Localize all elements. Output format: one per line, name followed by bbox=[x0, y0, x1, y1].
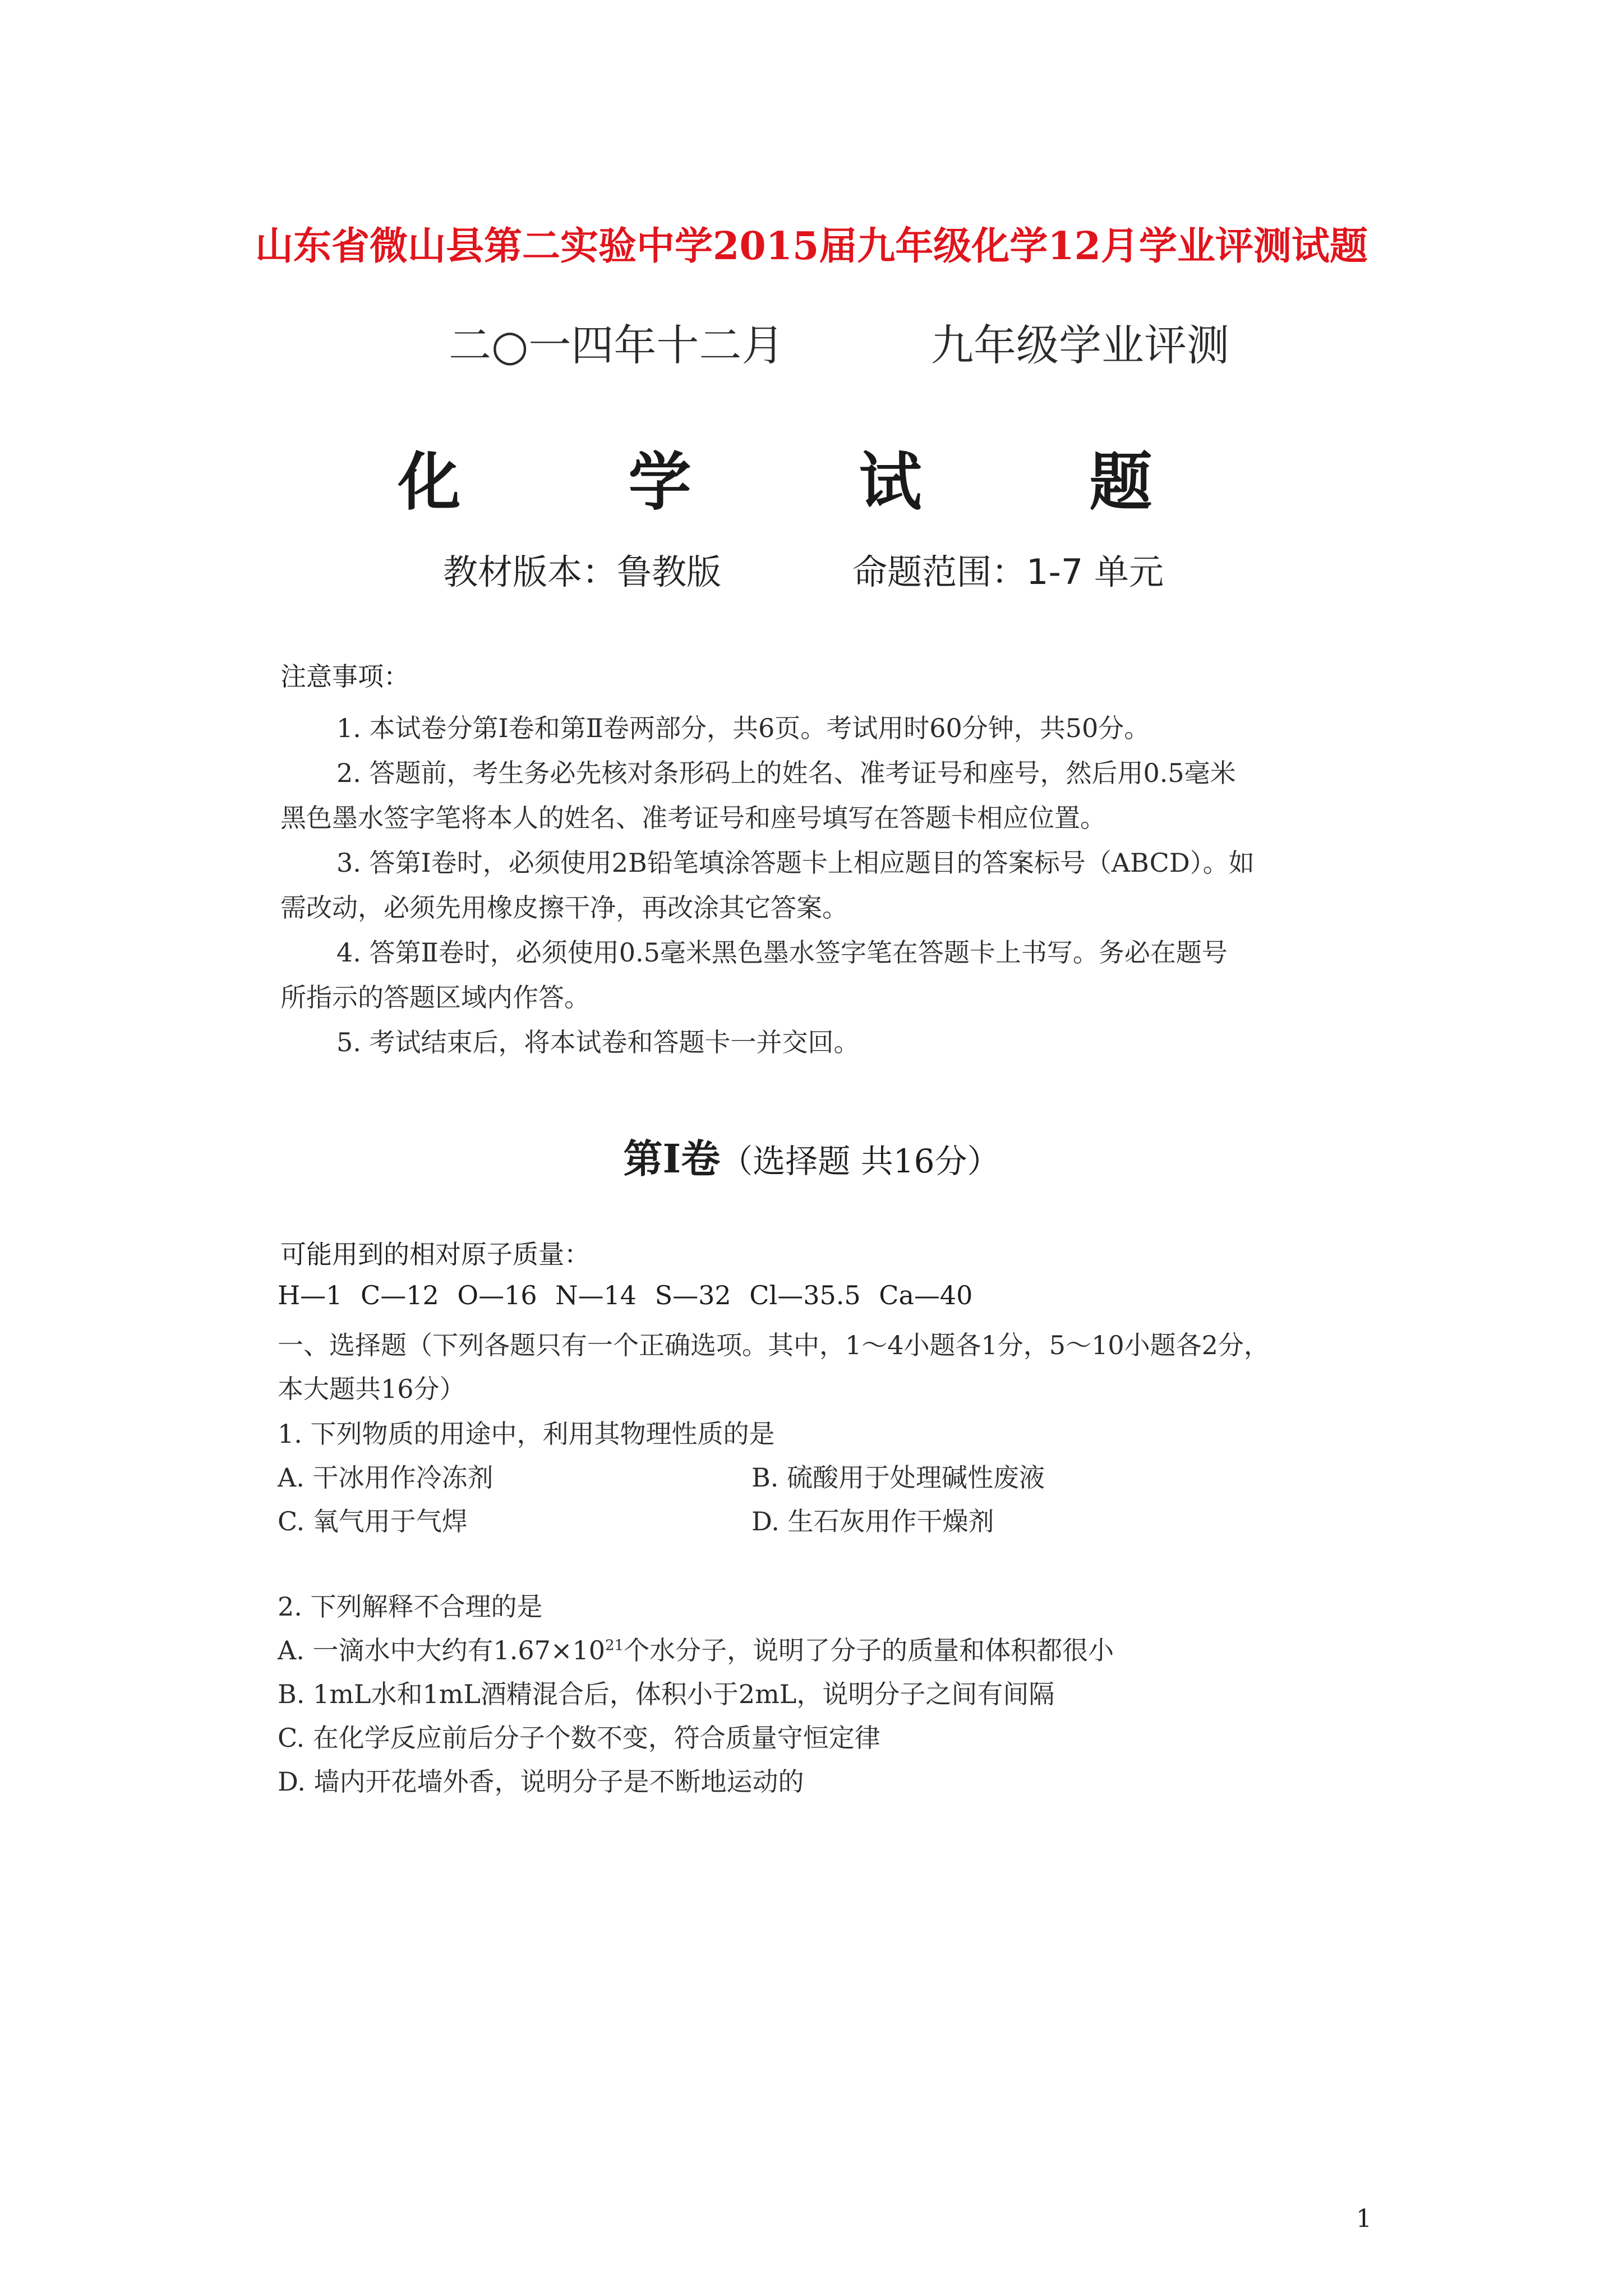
question-1-stem: 1. 下列物质的用途中，利用其物理性质的是 bbox=[278, 1419, 775, 1449]
document-title: 山东省微山县第二实验中学2015届九年级化学12月学业评测试题 bbox=[255, 224, 1368, 269]
question-1-option-c: C. 氧气用于气焊 bbox=[278, 1506, 468, 1536]
question-2-stem: 2. 下列解释不合理的是 bbox=[278, 1591, 543, 1622]
atomic-mass-heading: 可能用到的相对原子质量： bbox=[280, 1239, 590, 1269]
part-instructions-cont: 本大题共16分） bbox=[278, 1374, 465, 1404]
section-title: 第Ⅰ卷 bbox=[623, 1135, 721, 1182]
part-instructions: 一、选择题（下列各题只有一个正确选项。其中，1～4小题各1分，5～10小题各2分， bbox=[278, 1330, 1270, 1360]
subject-title: 化 学 试 题 bbox=[398, 445, 1225, 519]
exam-scope: 命题范围：1-7 单元 bbox=[852, 551, 1164, 592]
question-2-option-d: D. 墙内开花墙外香，说明分子是不断地运动的 bbox=[278, 1766, 804, 1797]
question-2-option-b: B. 1mL水和1mL酒精混合后，体积小于2mL，说明分子之间有间隔 bbox=[278, 1679, 1055, 1709]
notice-item: 2. 答题前，考生务必先核对条形码上的姓名、准考证号和座号，然后用0.5毫米 bbox=[336, 758, 1236, 788]
question-1-option-a: A. 干冰用作冷冻剂 bbox=[278, 1462, 494, 1493]
option-a-text: A. 一滴水中大约有1.67×10 bbox=[278, 1635, 605, 1665]
atomic-mass-values: H—1 C—12 O—16 N—14 S—32 Cl—35.5 Ca—40 bbox=[278, 1280, 973, 1310]
notice-item: 4. 答第Ⅱ卷时，必须使用0.5毫米黑色墨水签字笔在答题卡上书写。务必在题号 bbox=[336, 937, 1228, 968]
page-number: 1 bbox=[1356, 2205, 1372, 2233]
question-1-option-d: D. 生石灰用作干燥剂 bbox=[751, 1506, 994, 1536]
exam-date: 二○一四年十二月 bbox=[449, 320, 785, 370]
question-2-option-c: C. 在化学反应前后分子个数不变，符合质量守恒定律 bbox=[278, 1723, 880, 1753]
question-1-option-b: B. 硫酸用于处理碱性废液 bbox=[751, 1462, 1045, 1493]
notice-item: 1. 本试卷分第Ⅰ卷和第Ⅱ卷两部分，共6页。考试用时60分钟，共50分。 bbox=[336, 713, 1150, 743]
option-a-text-end: 个水分子，说明了分子的质量和体积都很小 bbox=[624, 1635, 1114, 1665]
question-2-option-a bbox=[278, 1630, 1114, 1667]
exam-name: 九年级学业评测 bbox=[931, 320, 1229, 370]
textbook-version: 教材版本：鲁教版 bbox=[443, 551, 722, 592]
section-heading bbox=[0, 1128, 1623, 1184]
notice-heading: 注意事项： bbox=[280, 661, 409, 692]
notice-item: 黑色墨水签字笔将本人的姓名、准考证号和座号填写在答题卡相应位置。 bbox=[280, 803, 1106, 833]
notice-item: 需改动，必须先用橡皮擦干净，再改涂其它答案。 bbox=[280, 892, 848, 923]
option-a-exponent: 21 bbox=[605, 1637, 624, 1654]
notice-item: 所指示的答题区域内作答。 bbox=[280, 982, 590, 1013]
section-subtitle: （选择题 共16分） bbox=[720, 1142, 1000, 1180]
notice-item: 5. 考试结束后，将本试卷和答题卡一并交回。 bbox=[336, 1027, 860, 1057]
notice-item: 3. 答第Ⅰ卷时，必须使用2B铅笔填涂答题卡上相应题目的答案标号（ABCD）。如 bbox=[336, 848, 1255, 878]
